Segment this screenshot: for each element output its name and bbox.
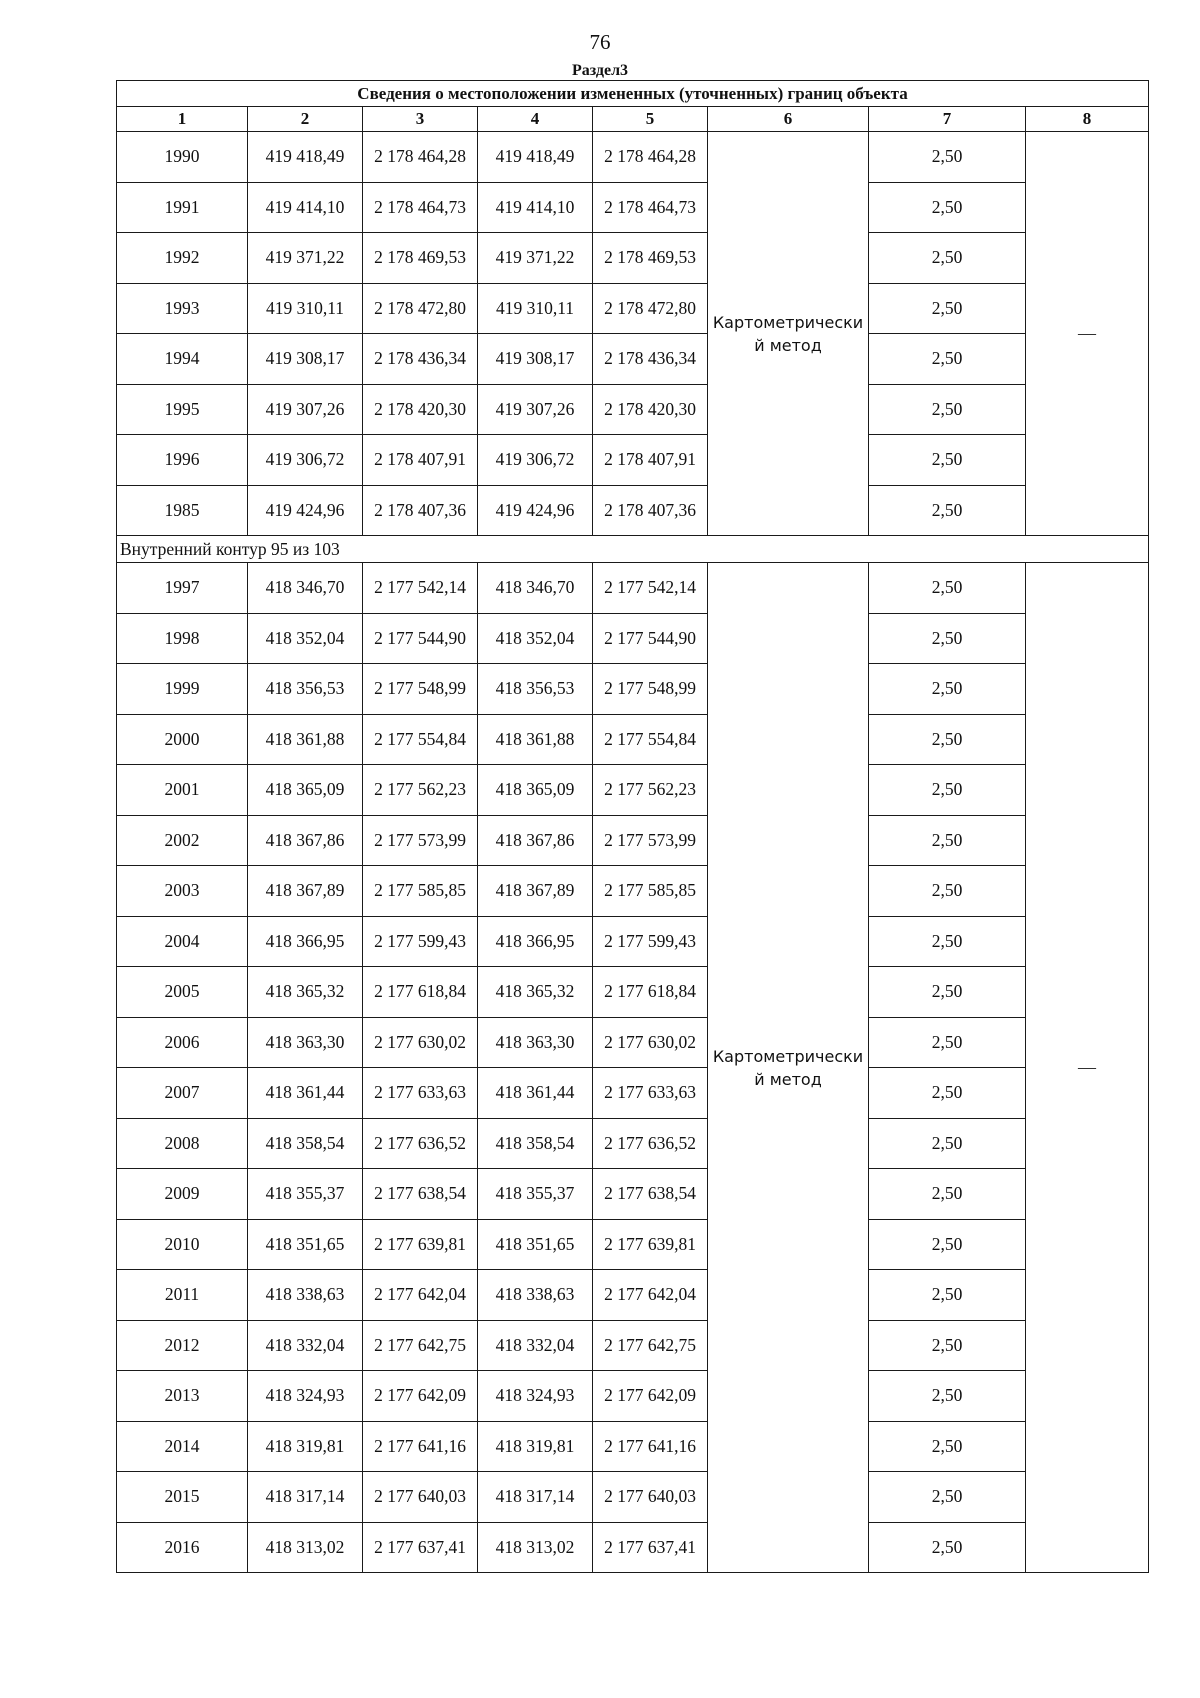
coord-x-new-cell: 418 365,09 bbox=[478, 765, 593, 816]
coord-y-cell: 2 178 407,91 bbox=[363, 435, 478, 486]
table-row bbox=[117, 664, 1149, 715]
coord-y-new-cell: 2 177 562,23 bbox=[593, 765, 708, 816]
column-header: 4 bbox=[478, 107, 593, 132]
precision-cell: 2,50 bbox=[869, 1421, 1026, 1472]
coord-y-new-cell: 2 177 548,99 bbox=[593, 664, 708, 715]
method-text-line: Картометрически bbox=[712, 312, 864, 332]
coord-y-new-cell: 2 178 464,28 bbox=[593, 132, 708, 183]
point-number-cell: 2010 bbox=[117, 1219, 248, 1270]
coord-x-new-cell: 418 358,54 bbox=[478, 1118, 593, 1169]
column-header: 5 bbox=[593, 107, 708, 132]
coord-y-cell: 2 177 641,16 bbox=[363, 1421, 478, 1472]
point-number-cell: 2001 bbox=[117, 765, 248, 816]
method-text-line: Картометрически bbox=[712, 1046, 864, 1066]
coord-y-cell: 2 177 636,52 bbox=[363, 1118, 478, 1169]
coord-x-cell: 418 324,93 bbox=[248, 1371, 363, 1422]
precision-cell: 2,50 bbox=[869, 233, 1026, 284]
coord-x-cell: 419 308,17 bbox=[248, 334, 363, 385]
precision-cell: 2,50 bbox=[869, 435, 1026, 486]
column-8-cell: — bbox=[1026, 132, 1149, 536]
precision-cell: 2,50 bbox=[869, 132, 1026, 183]
coord-x-new-cell: 419 308,17 bbox=[478, 334, 593, 385]
point-number-cell: 2011 bbox=[117, 1270, 248, 1321]
point-number-cell: 2012 bbox=[117, 1320, 248, 1371]
precision-cell: 2,50 bbox=[869, 283, 1026, 334]
coord-x-cell: 418 313,02 bbox=[248, 1522, 363, 1573]
coord-x-new-cell: 418 365,32 bbox=[478, 967, 593, 1018]
coord-y-new-cell: 2 177 573,99 bbox=[593, 815, 708, 866]
coord-y-cell: 2 178 420,30 bbox=[363, 384, 478, 435]
column-header: 1 bbox=[117, 107, 248, 132]
coord-x-cell: 418 361,44 bbox=[248, 1068, 363, 1119]
point-number-cell: 1991 bbox=[117, 182, 248, 233]
coord-y-new-cell: 2 178 464,73 bbox=[593, 182, 708, 233]
coord-y-new-cell: 2 178 436,34 bbox=[593, 334, 708, 385]
coord-y-new-cell: 2 177 633,63 bbox=[593, 1068, 708, 1119]
table-row bbox=[117, 435, 1149, 486]
table-row bbox=[117, 233, 1149, 284]
table-row bbox=[117, 815, 1149, 866]
boundary-coordinates-table bbox=[116, 80, 1149, 1573]
coord-y-cell: 2 177 640,03 bbox=[363, 1472, 478, 1523]
column-header: 8 bbox=[1026, 107, 1149, 132]
table-title: Сведения о местоположении измененных (уточненных) границ объекта bbox=[117, 81, 1149, 107]
coord-x-cell: 419 424,96 bbox=[248, 485, 363, 536]
point-number-cell: 1990 bbox=[117, 132, 248, 183]
coord-y-new-cell: 2 177 630,02 bbox=[593, 1017, 708, 1068]
coord-x-new-cell: 418 361,44 bbox=[478, 1068, 593, 1119]
table-row bbox=[117, 182, 1149, 233]
coord-x-cell: 418 367,86 bbox=[248, 815, 363, 866]
table-row bbox=[117, 714, 1149, 765]
coord-y-cell: 2 177 548,99 bbox=[363, 664, 478, 715]
coord-y-new-cell: 2 178 407,91 bbox=[593, 435, 708, 486]
coord-y-cell: 2 177 618,84 bbox=[363, 967, 478, 1018]
coord-x-new-cell: 418 338,63 bbox=[478, 1270, 593, 1321]
coord-y-new-cell: 2 177 642,75 bbox=[593, 1320, 708, 1371]
coord-y-cell: 2 177 639,81 bbox=[363, 1219, 478, 1270]
point-number-cell: 2002 bbox=[117, 815, 248, 866]
coord-y-cell: 2 178 464,73 bbox=[363, 182, 478, 233]
precision-cell: 2,50 bbox=[869, 613, 1026, 664]
coord-y-cell: 2 177 562,23 bbox=[363, 765, 478, 816]
coord-x-new-cell: 419 424,96 bbox=[478, 485, 593, 536]
precision-cell: 2,50 bbox=[869, 815, 1026, 866]
coord-y-cell: 2 178 436,34 bbox=[363, 334, 478, 385]
column-8-cell: — bbox=[1026, 563, 1149, 1573]
table-row bbox=[117, 1169, 1149, 1220]
table-row bbox=[117, 1219, 1149, 1270]
point-number-cell: 1996 bbox=[117, 435, 248, 486]
precision-cell: 2,50 bbox=[869, 866, 1026, 917]
point-number-cell: 2009 bbox=[117, 1169, 248, 1220]
precision-cell: 2,50 bbox=[869, 1320, 1026, 1371]
coord-y-new-cell: 2 178 407,36 bbox=[593, 485, 708, 536]
point-number-cell: 2016 bbox=[117, 1522, 248, 1573]
point-number-cell: 2015 bbox=[117, 1472, 248, 1523]
method-text-line: й метод bbox=[754, 1069, 822, 1089]
coord-x-cell: 418 358,54 bbox=[248, 1118, 363, 1169]
table-row bbox=[117, 334, 1149, 385]
table-row bbox=[117, 916, 1149, 967]
coord-x-cell: 419 371,22 bbox=[248, 233, 363, 284]
table-row bbox=[117, 967, 1149, 1018]
table-row bbox=[117, 1017, 1149, 1068]
point-number-cell: 2000 bbox=[117, 714, 248, 765]
precision-cell: 2,50 bbox=[869, 1169, 1026, 1220]
precision-cell: 2,50 bbox=[869, 1270, 1026, 1321]
point-number-cell: 2006 bbox=[117, 1017, 248, 1068]
coord-y-cell: 2 178 464,28 bbox=[363, 132, 478, 183]
section-title: Раздел3 bbox=[571, 62, 629, 79]
coord-x-new-cell: 419 371,22 bbox=[478, 233, 593, 284]
coord-y-cell: 2 177 642,09 bbox=[363, 1371, 478, 1422]
precision-cell: 2,50 bbox=[869, 485, 1026, 536]
coord-x-cell: 418 361,88 bbox=[248, 714, 363, 765]
coord-y-new-cell: 2 178 420,30 bbox=[593, 384, 708, 435]
coord-x-cell: 418 367,89 bbox=[248, 866, 363, 917]
coord-x-cell: 418 365,32 bbox=[248, 967, 363, 1018]
table-row bbox=[117, 1472, 1149, 1523]
coord-x-new-cell: 418 319,81 bbox=[478, 1421, 593, 1472]
coord-x-cell: 419 306,72 bbox=[248, 435, 363, 486]
precision-cell: 2,50 bbox=[869, 182, 1026, 233]
coord-y-cell: 2 177 642,04 bbox=[363, 1270, 478, 1321]
coord-y-cell: 2 177 554,84 bbox=[363, 714, 478, 765]
coord-x-cell: 418 338,63 bbox=[248, 1270, 363, 1321]
method-cell bbox=[708, 563, 869, 1573]
precision-cell: 2,50 bbox=[869, 384, 1026, 435]
coord-y-new-cell: 2 178 469,53 bbox=[593, 233, 708, 284]
coord-x-new-cell: 418 317,14 bbox=[478, 1472, 593, 1523]
coord-x-cell: 418 366,95 bbox=[248, 916, 363, 967]
coord-x-cell: 419 418,49 bbox=[248, 132, 363, 183]
precision-cell: 2,50 bbox=[869, 563, 1026, 614]
column-header: 7 bbox=[869, 107, 1026, 132]
table-row bbox=[117, 613, 1149, 664]
coord-x-new-cell: 418 324,93 bbox=[478, 1371, 593, 1422]
precision-cell: 2,50 bbox=[869, 967, 1026, 1018]
coord-x-cell: 419 307,26 bbox=[248, 384, 363, 435]
coord-y-cell: 2 177 638,54 bbox=[363, 1169, 478, 1220]
point-number-cell: 2008 bbox=[117, 1118, 248, 1169]
table-row bbox=[117, 1320, 1149, 1371]
column-header: 3 bbox=[363, 107, 478, 132]
precision-cell: 2,50 bbox=[869, 1472, 1026, 1523]
coord-x-new-cell: 418 355,37 bbox=[478, 1169, 593, 1220]
coord-x-cell: 418 356,53 bbox=[248, 664, 363, 715]
coord-y-new-cell: 2 177 542,14 bbox=[593, 563, 708, 614]
table-row bbox=[117, 132, 1149, 183]
table-row bbox=[117, 866, 1149, 917]
coord-y-cell: 2 177 542,14 bbox=[363, 563, 478, 614]
point-number-cell: 2013 bbox=[117, 1371, 248, 1422]
coord-x-new-cell: 419 310,11 bbox=[478, 283, 593, 334]
precision-cell: 2,50 bbox=[869, 1522, 1026, 1573]
point-number-cell: 2003 bbox=[117, 866, 248, 917]
coord-x-new-cell: 418 367,86 bbox=[478, 815, 593, 866]
coord-y-cell: 2 177 633,63 bbox=[363, 1068, 478, 1119]
coord-x-new-cell: 419 306,72 bbox=[478, 435, 593, 486]
point-number-cell: 1992 bbox=[117, 233, 248, 284]
coord-y-new-cell: 2 177 544,90 bbox=[593, 613, 708, 664]
coord-x-cell: 419 414,10 bbox=[248, 182, 363, 233]
coord-x-cell: 418 365,09 bbox=[248, 765, 363, 816]
point-number-cell: 1999 bbox=[117, 664, 248, 715]
coord-x-cell: 418 332,04 bbox=[248, 1320, 363, 1371]
table-row bbox=[117, 1522, 1149, 1573]
coord-y-new-cell: 2 178 472,80 bbox=[593, 283, 708, 334]
coord-y-new-cell: 2 177 599,43 bbox=[593, 916, 708, 967]
precision-cell: 2,50 bbox=[869, 765, 1026, 816]
precision-cell: 2,50 bbox=[869, 1068, 1026, 1119]
table-row bbox=[117, 1421, 1149, 1472]
coord-x-cell: 418 352,04 bbox=[248, 613, 363, 664]
coord-y-new-cell: 2 177 637,41 bbox=[593, 1522, 708, 1573]
coord-x-new-cell: 418 346,70 bbox=[478, 563, 593, 614]
coord-y-cell: 2 177 585,85 bbox=[363, 866, 478, 917]
table-row bbox=[117, 563, 1149, 614]
coord-x-cell: 418 355,37 bbox=[248, 1169, 363, 1220]
coord-y-new-cell: 2 177 639,81 bbox=[593, 1219, 708, 1270]
precision-cell: 2,50 bbox=[869, 1017, 1026, 1068]
coord-y-cell: 2 177 630,02 bbox=[363, 1017, 478, 1068]
coord-x-cell: 418 317,14 bbox=[248, 1472, 363, 1523]
contour-label: Внутренний контур 95 из 103 bbox=[117, 536, 1149, 563]
point-number-cell: 1995 bbox=[117, 384, 248, 435]
coord-y-new-cell: 2 177 642,04 bbox=[593, 1270, 708, 1321]
coord-y-new-cell: 2 177 638,54 bbox=[593, 1169, 708, 1220]
coord-x-cell: 418 346,70 bbox=[248, 563, 363, 614]
precision-cell: 2,50 bbox=[869, 664, 1026, 715]
point-number-cell: 1994 bbox=[117, 334, 248, 385]
column-header: 6 bbox=[708, 107, 869, 132]
coord-x-new-cell: 418 313,02 bbox=[478, 1522, 593, 1573]
column-header-row bbox=[117, 107, 1149, 132]
coord-y-cell: 2 177 599,43 bbox=[363, 916, 478, 967]
table-row bbox=[117, 485, 1149, 536]
point-number-cell: 2004 bbox=[117, 916, 248, 967]
point-number-cell: 1985 bbox=[117, 485, 248, 536]
precision-cell: 2,50 bbox=[869, 916, 1026, 967]
column-header: 2 bbox=[248, 107, 363, 132]
point-number-cell: 2007 bbox=[117, 1068, 248, 1119]
coord-x-cell: 419 310,11 bbox=[248, 283, 363, 334]
table-row bbox=[117, 1270, 1149, 1321]
coord-x-new-cell: 418 363,30 bbox=[478, 1017, 593, 1068]
precision-cell: 2,50 bbox=[869, 1118, 1026, 1169]
table-body bbox=[117, 132, 1149, 1573]
precision-cell: 2,50 bbox=[869, 1371, 1026, 1422]
point-number-cell: 2005 bbox=[117, 967, 248, 1018]
coord-y-cell: 2 177 573,99 bbox=[363, 815, 478, 866]
table-row bbox=[117, 384, 1149, 435]
coord-x-new-cell: 418 356,53 bbox=[478, 664, 593, 715]
coord-x-new-cell: 419 414,10 bbox=[478, 182, 593, 233]
point-number-cell: 1993 bbox=[117, 283, 248, 334]
coord-x-new-cell: 419 307,26 bbox=[478, 384, 593, 435]
method-cell bbox=[708, 132, 869, 536]
coord-y-new-cell: 2 177 618,84 bbox=[593, 967, 708, 1018]
coord-x-cell: 418 363,30 bbox=[248, 1017, 363, 1068]
coord-y-new-cell: 2 177 642,09 bbox=[593, 1371, 708, 1422]
coord-y-new-cell: 2 177 636,52 bbox=[593, 1118, 708, 1169]
coord-x-new-cell: 419 418,49 bbox=[478, 132, 593, 183]
coord-y-cell: 2 177 544,90 bbox=[363, 613, 478, 664]
table-row bbox=[117, 283, 1149, 334]
table-row bbox=[117, 1371, 1149, 1422]
point-number-cell: 2014 bbox=[117, 1421, 248, 1472]
page-number: 76 bbox=[589, 30, 611, 54]
coord-y-new-cell: 2 177 585,85 bbox=[593, 866, 708, 917]
coord-x-new-cell: 418 332,04 bbox=[478, 1320, 593, 1371]
coord-y-cell: 2 178 472,80 bbox=[363, 283, 478, 334]
coord-y-cell: 2 178 469,53 bbox=[363, 233, 478, 284]
coord-y-new-cell: 2 177 641,16 bbox=[593, 1421, 708, 1472]
coord-y-new-cell: 2 177 640,03 bbox=[593, 1472, 708, 1523]
coord-y-cell: 2 178 407,36 bbox=[363, 485, 478, 536]
precision-cell: 2,50 bbox=[869, 334, 1026, 385]
point-number-cell: 1997 bbox=[117, 563, 248, 614]
coord-x-cell: 418 351,65 bbox=[248, 1219, 363, 1270]
contour-label-row bbox=[117, 536, 1149, 563]
coord-y-new-cell: 2 177 554,84 bbox=[593, 714, 708, 765]
coord-x-new-cell: 418 352,04 bbox=[478, 613, 593, 664]
method-text-line: й метод bbox=[754, 335, 822, 355]
coord-x-new-cell: 418 366,95 bbox=[478, 916, 593, 967]
coord-x-new-cell: 418 361,88 bbox=[478, 714, 593, 765]
point-number-cell: 1998 bbox=[117, 613, 248, 664]
table-row bbox=[117, 1068, 1149, 1119]
precision-cell: 2,50 bbox=[869, 1219, 1026, 1270]
table-row bbox=[117, 1118, 1149, 1169]
coord-x-cell: 418 319,81 bbox=[248, 1421, 363, 1472]
coord-x-new-cell: 418 367,89 bbox=[478, 866, 593, 917]
coord-x-new-cell: 418 351,65 bbox=[478, 1219, 593, 1270]
table-row bbox=[117, 765, 1149, 816]
coord-y-cell: 2 177 642,75 bbox=[363, 1320, 478, 1371]
coord-y-cell: 2 177 637,41 bbox=[363, 1522, 478, 1573]
precision-cell: 2,50 bbox=[869, 714, 1026, 765]
